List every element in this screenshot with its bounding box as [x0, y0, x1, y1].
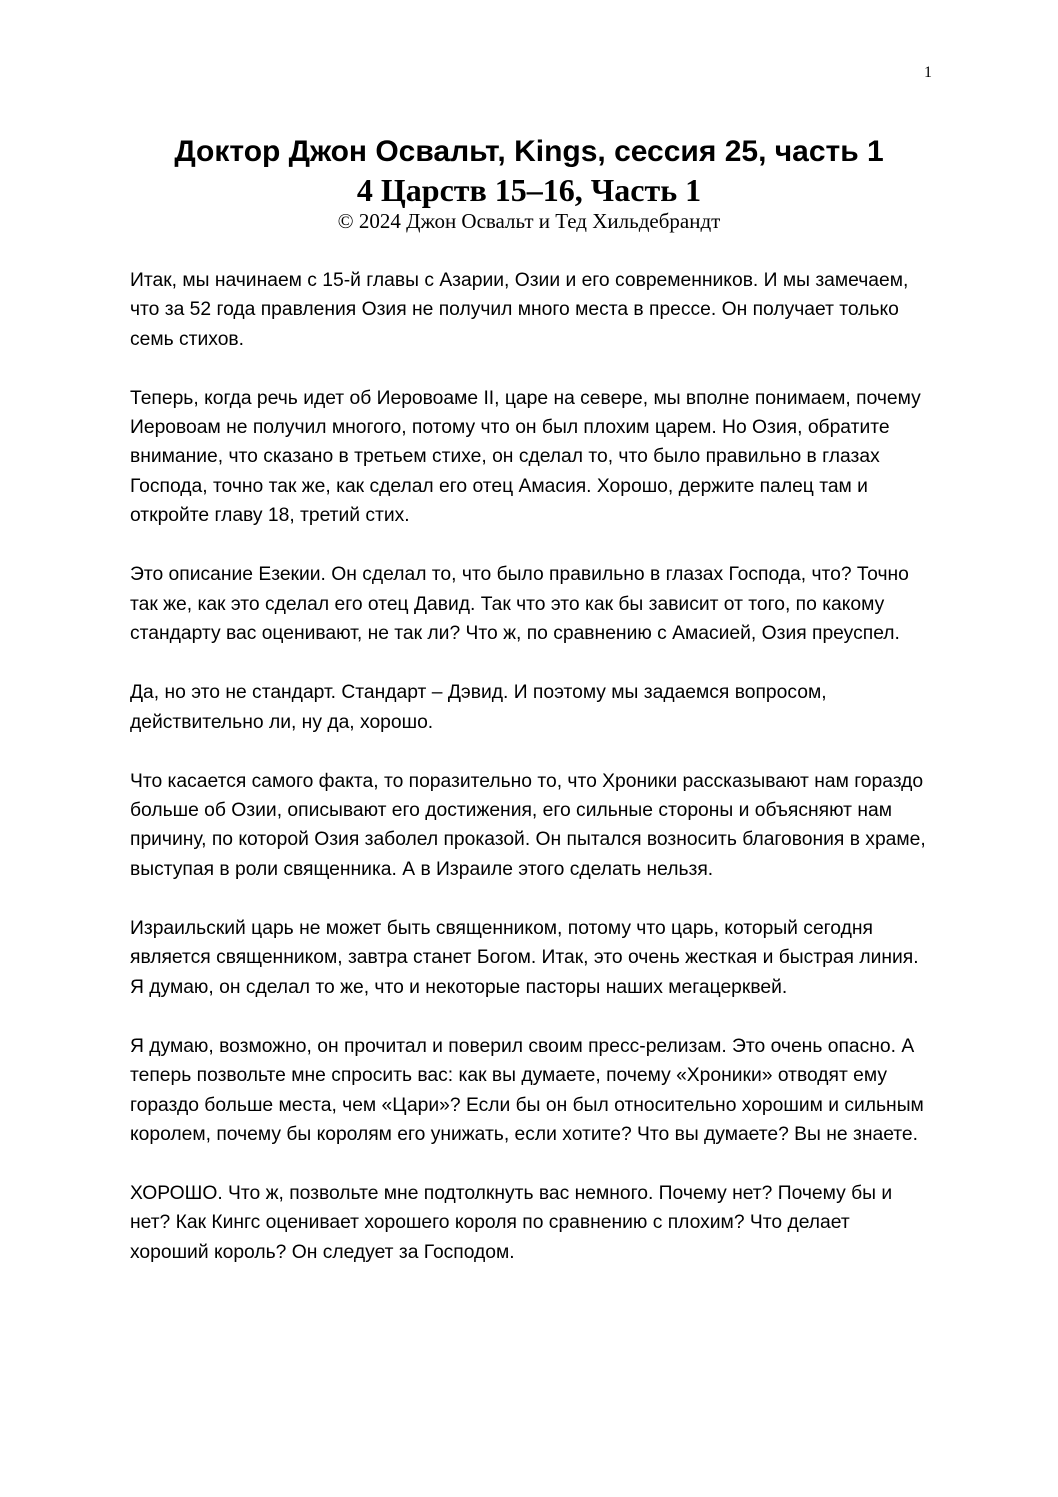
paragraph: Что касается самого факта, то поразительно то, что Хроники рассказывают нам гораздо больше об Озии, описывают его достижения, его сильные стороны и объясняют нам причину, по которой Озия заболел проказой. Он пытался возносить благовония в храме, выступая в роли священника. А в Израиле этого сделать нельзя.	[130, 770, 926, 880]
copyright-notice: © 2024 Джон Освальт и Тед Хильдебрандт	[337, 209, 721, 233]
document-header	[0, 133, 1058, 233]
paragraph: Это описание Езекии. Он сделал то, что было правильно в глазах Господа, что? Точно так же, как это сделал его отец Давид. Так что это как бы зависит от того, по какому стандарту вас оценивают, не так ли? Что ж, по сравнению с Амасией, Озия преуспел.	[130, 564, 909, 644]
paragraph: Израильский царь не может быть священником, потому что царь, который сегодня является священником, завтра станет Богом. Итак, это очень жесткая и быстрая линия. Я думаю, он сделал то же, что и некоторые пасторы наших мегацерквей.	[130, 918, 919, 998]
paragraph: Да, но это не стандарт. Стандарт – Дэвид. И поэтому мы задаемся вопросом, действительно ли, ну да, хорошо.	[130, 682, 827, 733]
paragraph: ХОРОШО. Что ж, позвольте мне подтолкнуть вас немного. Почему нет? Почему бы и нет? Как Кингс оценивает хорошего короля по сравнению с плохим? Что делает хороший король? Он следует за Господом.	[130, 1183, 893, 1263]
document-title: Доктор Джон Освальт, Kings, сессия 25, часть 1	[174, 135, 884, 168]
paragraph: Итак, мы начинаем с 15-й главы с Азарии, Озии и его современников. И мы замечаем, что за 52 года правления Озия не получил много места в прессе. Он получает только семь стихов.	[130, 270, 909, 350]
document-subtitle: 4 Царств 15–16, Часть 1	[356, 172, 702, 208]
document-body	[130, 266, 930, 1297]
page-number: 1	[924, 64, 932, 81]
paragraph: Теперь, когда речь идет об Иеровоаме II, царе на севере, мы вполне понимаем, почему Иеровоам не получил многого, потому что он был плохим царем. Но Озия, обратите внимание, что сказано в третьем стихе, он сделал то, что было правильно в глазах Господа, точно так же, как сделал его отец Амасия. Хорошо, держите палец там и откройте главу 18, третий стих.	[130, 387, 921, 527]
paragraph: Я думаю, возможно, он прочитал и поверил своим пресс-релизам. Это очень опасно. А теперь позвольте мне спросить вас: как вы думаете, почему «Хроники» отводят ему гораздо больше места, чем «Цари»? Если бы он был относительно хорошим и сильным королем, почему бы королям его унижать, если хотите? Что вы думаете? Вы не знаете.	[130, 1035, 924, 1145]
